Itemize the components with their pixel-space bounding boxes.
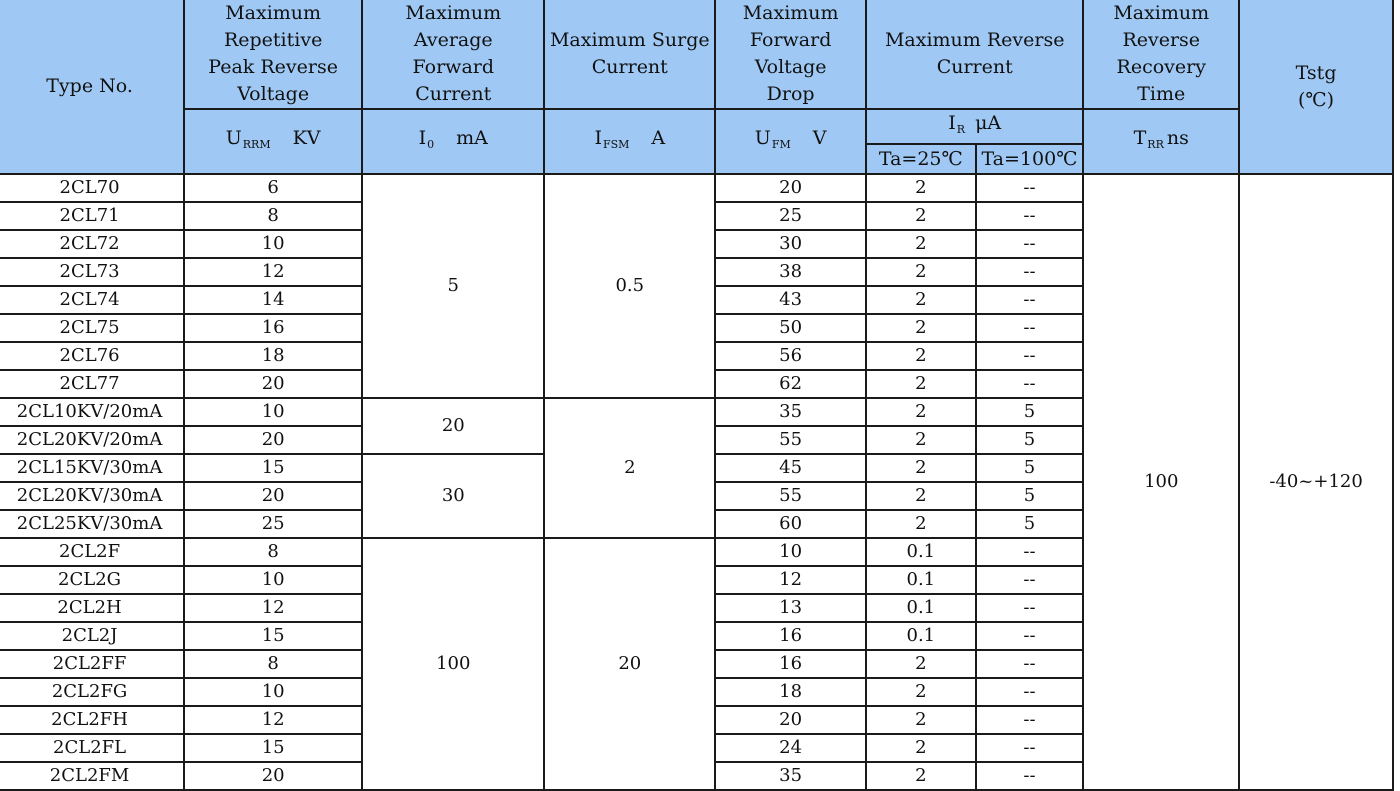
cell-vfm: 55 [715, 426, 866, 454]
cell-vfm: 35 [715, 398, 866, 426]
cell-ir-100: -- [976, 342, 1084, 370]
cell-ir-25: 2 [866, 650, 976, 678]
cell-vfm: 18 [715, 678, 866, 706]
cell-type-no: 2CL72 [0, 230, 184, 258]
cell-type-no: 2CL71 [0, 202, 184, 230]
cell-type-no: 2CL2FG [0, 678, 184, 706]
cell-ir-25: 0.1 [866, 538, 976, 566]
cell-vrrm: 20 [184, 370, 362, 398]
unit-ifsm: $I_{FSM}$ A [544, 109, 715, 174]
cell-type-no: 2CL2F [0, 538, 184, 566]
cell-ir-100: -- [976, 314, 1084, 342]
cell-vfm: 45 [715, 454, 866, 482]
cell-ir-100: -- [976, 286, 1084, 314]
header-type-no: Type No. [0, 0, 184, 174]
cell-ir-100: -- [976, 762, 1084, 790]
cell-trr: 100 [1083, 174, 1239, 790]
cell-type-no: 2CL2H [0, 594, 184, 622]
cell-ir-100: -- [976, 538, 1084, 566]
cell-vrrm: 20 [184, 482, 362, 510]
cell-type-no: 2CL2FH [0, 706, 184, 734]
cell-vfm: 12 [715, 566, 866, 594]
cell-ir-25: 2 [866, 258, 976, 286]
cell-type-no: 2CL20KV/20mA [0, 426, 184, 454]
cell-ir-100: 5 [976, 482, 1084, 510]
cell-ir-25: 2 [866, 174, 976, 202]
cell-vrrm: 10 [184, 678, 362, 706]
cell-vrrm: 16 [184, 314, 362, 342]
cell-type-no: 2CL73 [0, 258, 184, 286]
cell-io: 5 [362, 174, 544, 398]
header-ta-25: Ta=25℃ [866, 144, 976, 174]
cell-ir-25: 0.1 [866, 594, 976, 622]
unit-vfm: $U_{FM}$ V [715, 109, 866, 174]
cell-ir-25: 2 [866, 314, 976, 342]
cell-ir-25: 2 [866, 510, 976, 538]
cell-type-no: 2CL75 [0, 314, 184, 342]
cell-type-no: 2CL77 [0, 370, 184, 398]
cell-vrrm: 10 [184, 566, 362, 594]
cell-vrrm: 25 [184, 510, 362, 538]
cell-ir-25: 2 [866, 762, 976, 790]
cell-ir-25: 0.1 [866, 622, 976, 650]
cell-vrrm: 20 [184, 426, 362, 454]
cell-type-no: 2CL2FM [0, 762, 184, 790]
cell-ir-100: -- [976, 258, 1084, 286]
cell-ir-100: -- [976, 202, 1084, 230]
cell-io: 20 [362, 398, 544, 454]
cell-vrrm: 12 [184, 258, 362, 286]
header-io: Maximum Average Forward Current [362, 0, 544, 109]
cell-ir-25: 2 [866, 482, 976, 510]
cell-ir-25: 2 [866, 734, 976, 762]
cell-vrrm: 8 [184, 538, 362, 566]
cell-ifsm: 2 [544, 398, 715, 538]
cell-io: 100 [362, 538, 544, 790]
cell-ir-100: -- [976, 594, 1084, 622]
cell-ir-25: 0.1 [866, 566, 976, 594]
cell-vfm: 62 [715, 370, 866, 398]
cell-vfm: 55 [715, 482, 866, 510]
cell-vfm: 25 [715, 202, 866, 230]
cell-ir-100: -- [976, 230, 1084, 258]
cell-ir-25: 2 [866, 370, 976, 398]
cell-vfm: 35 [715, 762, 866, 790]
cell-vfm: 16 [715, 622, 866, 650]
cell-ir-100: 5 [976, 454, 1084, 482]
cell-ir-25: 2 [866, 202, 976, 230]
cell-type-no: 2CL20KV/30mA [0, 482, 184, 510]
cell-io: 30 [362, 454, 544, 538]
cell-vfm: 50 [715, 314, 866, 342]
cell-vrrm: 12 [184, 594, 362, 622]
cell-type-no: 2CL2FF [0, 650, 184, 678]
cell-ir-25: 2 [866, 286, 976, 314]
cell-ir-25: 2 [866, 426, 976, 454]
cell-ir-100: -- [976, 174, 1084, 202]
cell-ir-25: 2 [866, 342, 976, 370]
cell-vrrm: 6 [184, 174, 362, 202]
cell-ir-25: 2 [866, 678, 976, 706]
cell-vrrm: 15 [184, 622, 362, 650]
unit-io: $I_0$ mA [362, 109, 544, 174]
cell-vrrm: 8 [184, 202, 362, 230]
cell-type-no: 2CL74 [0, 286, 184, 314]
cell-ir-25: 2 [866, 398, 976, 426]
unit-vrrm: $U_{RRM}$ KV [184, 109, 362, 174]
header-ta-100: Ta=100℃ [976, 144, 1084, 174]
cell-vrrm: 18 [184, 342, 362, 370]
cell-vfm: 20 [715, 706, 866, 734]
table-row [0, 174, 1393, 202]
cell-vrrm: 12 [184, 706, 362, 734]
cell-ir-25: 2 [866, 706, 976, 734]
cell-ir-100: -- [976, 622, 1084, 650]
cell-type-no: 2CL76 [0, 342, 184, 370]
cell-ir-100: 5 [976, 426, 1084, 454]
cell-vrrm: 10 [184, 230, 362, 258]
unit-trr: $T_{RR}$ ns [1083, 109, 1239, 174]
cell-vfm: 20 [715, 174, 866, 202]
cell-ifsm: 0.5 [544, 174, 715, 398]
cell-vrrm: 15 [184, 454, 362, 482]
cell-vfm: 60 [715, 510, 866, 538]
cell-vfm: 16 [715, 650, 866, 678]
cell-ir-100: 5 [976, 398, 1084, 426]
cell-vfm: 43 [715, 286, 866, 314]
cell-ir-100: -- [976, 650, 1084, 678]
cell-tstg: -40~+120 [1239, 174, 1393, 790]
cell-vrrm: 10 [184, 398, 362, 426]
cell-vfm: 10 [715, 538, 866, 566]
cell-ir-100: -- [976, 370, 1084, 398]
cell-type-no: 2CL2G [0, 566, 184, 594]
cell-ir-25: 2 [866, 454, 976, 482]
cell-vrrm: 20 [184, 762, 362, 790]
table-body [0, 174, 1393, 790]
cell-vfm: 30 [715, 230, 866, 258]
cell-ir-100: -- [976, 734, 1084, 762]
cell-ir-25: 2 [866, 230, 976, 258]
cell-vfm: 24 [715, 734, 866, 762]
cell-ir-100: 5 [976, 510, 1084, 538]
cell-type-no: 2CL2FL [0, 734, 184, 762]
cell-ifsm: 20 [544, 538, 715, 790]
cell-ir-100: -- [976, 706, 1084, 734]
cell-type-no: 2CL15KV/30mA [0, 454, 184, 482]
cell-vrrm: 14 [184, 286, 362, 314]
cell-vfm: 13 [715, 594, 866, 622]
cell-vfm: 56 [715, 342, 866, 370]
header-tstg: Tstg (℃) [1239, 0, 1393, 174]
cell-ir-100: -- [976, 566, 1084, 594]
cell-type-no: 2CL70 [0, 174, 184, 202]
cell-vrrm: 15 [184, 734, 362, 762]
header-trr: Maximum Reverse Recovery Time [1083, 0, 1239, 109]
cell-type-no: 2CL25KV/30mA [0, 510, 184, 538]
header-vrrm: Maximum Repetitive Peak Reverse Voltage [184, 0, 362, 109]
cell-vfm: 38 [715, 258, 866, 286]
unit-ir: $I_R$ μA [866, 109, 1083, 144]
cell-type-no: 2CL10KV/20mA [0, 398, 184, 426]
header-vfm: Maximum Forward Voltage Drop [715, 0, 866, 109]
header-ifsm: Maximum Surge Current [544, 0, 715, 109]
header-ir: Maximum Reverse Current [866, 0, 1083, 109]
cell-vrrm: 8 [184, 650, 362, 678]
cell-type-no: 2CL2J [0, 622, 184, 650]
cell-ir-100: -- [976, 678, 1084, 706]
